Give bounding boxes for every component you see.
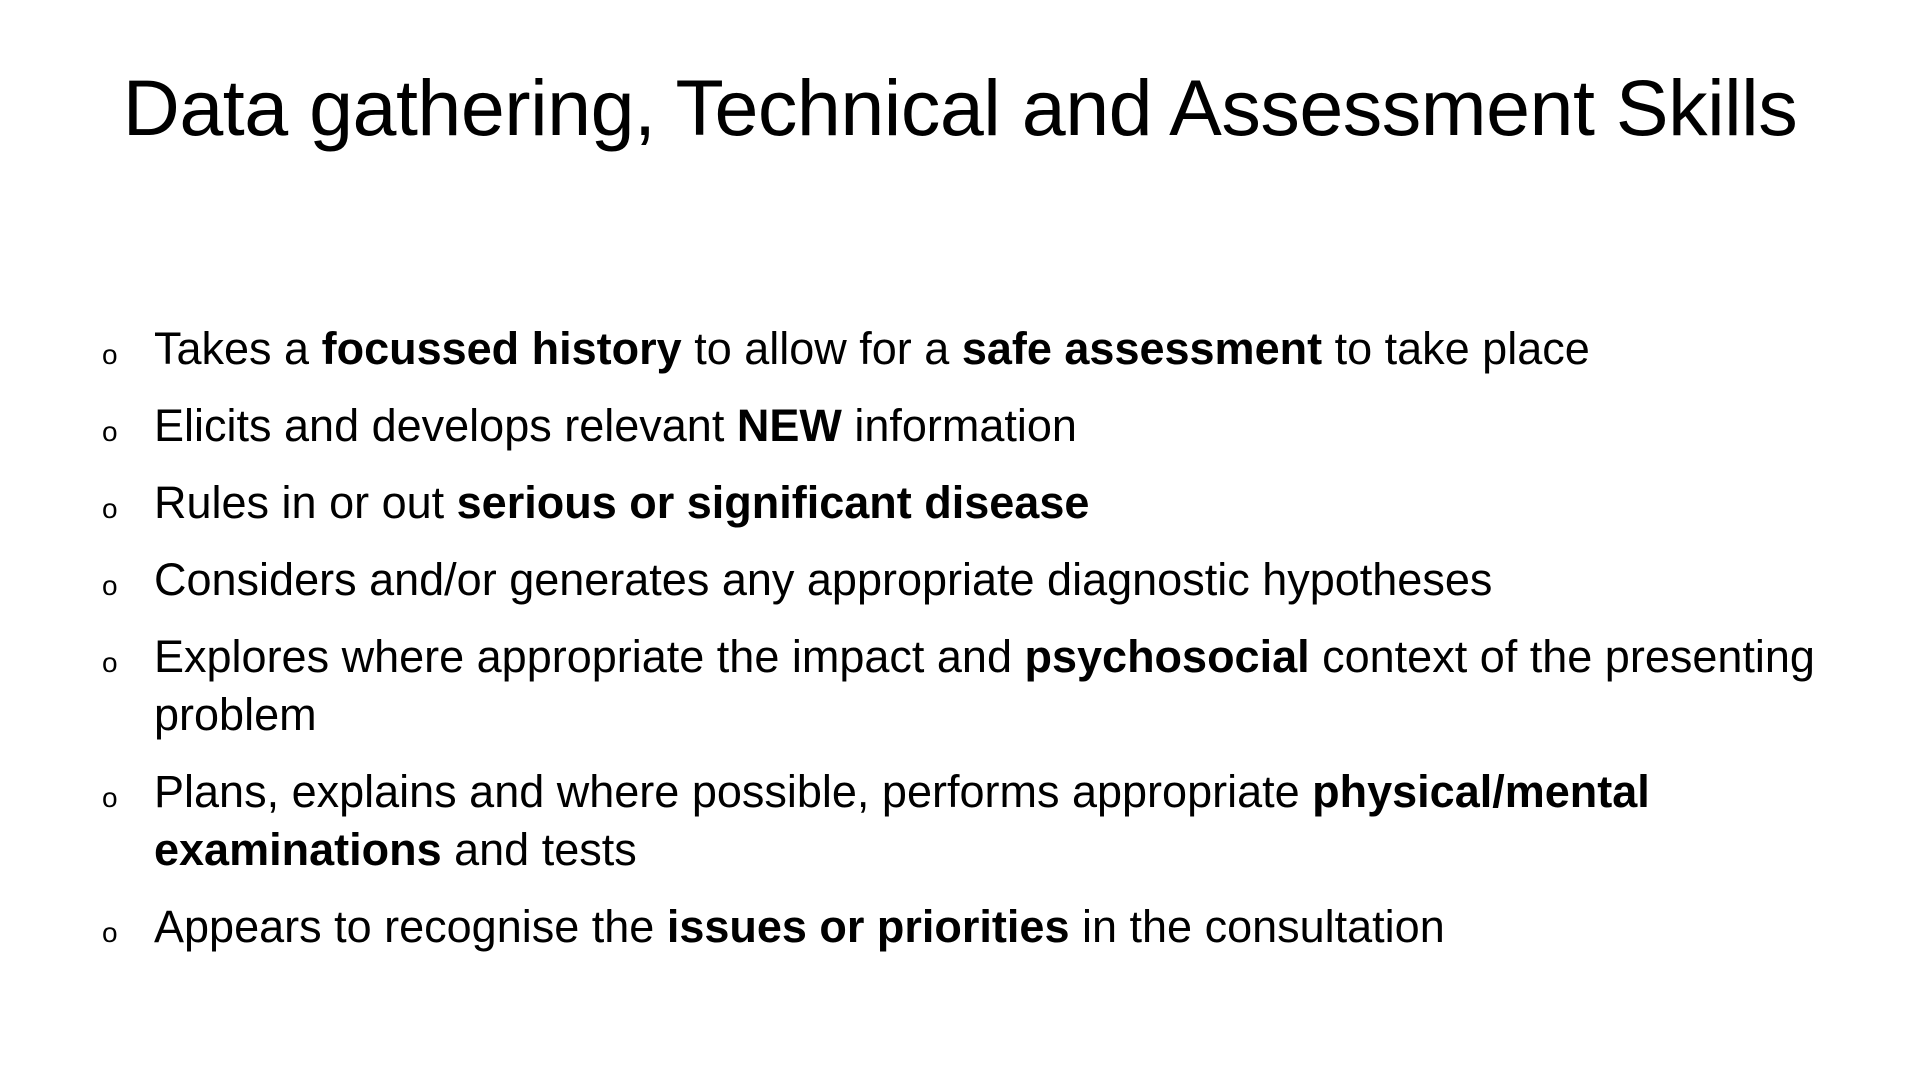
bullet-text bbox=[154, 766, 1650, 875]
bullet-text-segment: Takes a bbox=[154, 323, 322, 374]
bullet-marker-icon: o bbox=[102, 782, 118, 813]
bullet-marker-icon: o bbox=[102, 570, 118, 601]
bullet-text-segment: Explores where appropriate the impact and bbox=[154, 631, 1025, 682]
bullet-marker-icon: o bbox=[102, 917, 118, 948]
bullet-text-segment: to allow for a bbox=[681, 323, 962, 374]
bullet-marker-icon: o bbox=[102, 416, 118, 447]
bullet-text-segment: information bbox=[841, 400, 1077, 451]
bullet-text bbox=[154, 631, 1815, 740]
bullet-marker-icon: o bbox=[102, 493, 118, 524]
bullet-text bbox=[154, 477, 1089, 528]
bullet-text-bold-segment: serious or significant disease bbox=[456, 477, 1090, 528]
bullet-text bbox=[154, 400, 1077, 451]
bullet-text bbox=[154, 554, 1492, 605]
bullet-text-bold-segment: issues or priorities bbox=[666, 901, 1070, 952]
bullet-item bbox=[102, 474, 1842, 532]
bullet-item bbox=[102, 551, 1842, 609]
bullet-text-bold-segment: focussed history bbox=[321, 323, 682, 374]
bullet-item bbox=[102, 763, 1842, 879]
slide-title: Data gathering, Technical and Assessment Skills bbox=[122, 63, 1798, 152]
bullet-text-segment: Plans, explains and where possible, performs appropriate bbox=[154, 766, 1313, 817]
bullet-text-segment: in the consultation bbox=[1069, 901, 1445, 952]
bullet-text-segment: Appears to recognise the bbox=[154, 901, 667, 952]
bullet-item bbox=[102, 320, 1842, 378]
bullet-list bbox=[102, 320, 1842, 975]
bullet-text-bold-segment: psychosocial bbox=[1024, 631, 1310, 682]
bullet-text-bold-segment: physical/mental examinations bbox=[154, 766, 1650, 875]
bullet-text-segment: Considers and/or generates any appropriate diagnostic hypotheses bbox=[154, 554, 1493, 605]
bullet-marker-icon: o bbox=[102, 647, 118, 678]
bullet-text-segment: Elicits and develops relevant bbox=[154, 400, 737, 451]
bullet-text-segment: and tests bbox=[441, 824, 637, 875]
bullet-text-segment: to take place bbox=[1322, 323, 1590, 374]
bullet-text-segment: Rules in or out bbox=[154, 477, 457, 528]
bullet-text-segment: context of the presenting problem bbox=[154, 631, 1815, 740]
bullet-item bbox=[102, 898, 1842, 956]
bullet-item bbox=[102, 397, 1842, 455]
bullet-marker-icon: o bbox=[102, 339, 118, 370]
bullet-text-bold-segment: safe assessment bbox=[961, 323, 1323, 374]
bullet-text bbox=[154, 901, 1445, 952]
bullet-text bbox=[154, 323, 1590, 374]
bullet-text-bold-segment: NEW bbox=[736, 400, 842, 451]
bullet-item bbox=[102, 628, 1842, 744]
